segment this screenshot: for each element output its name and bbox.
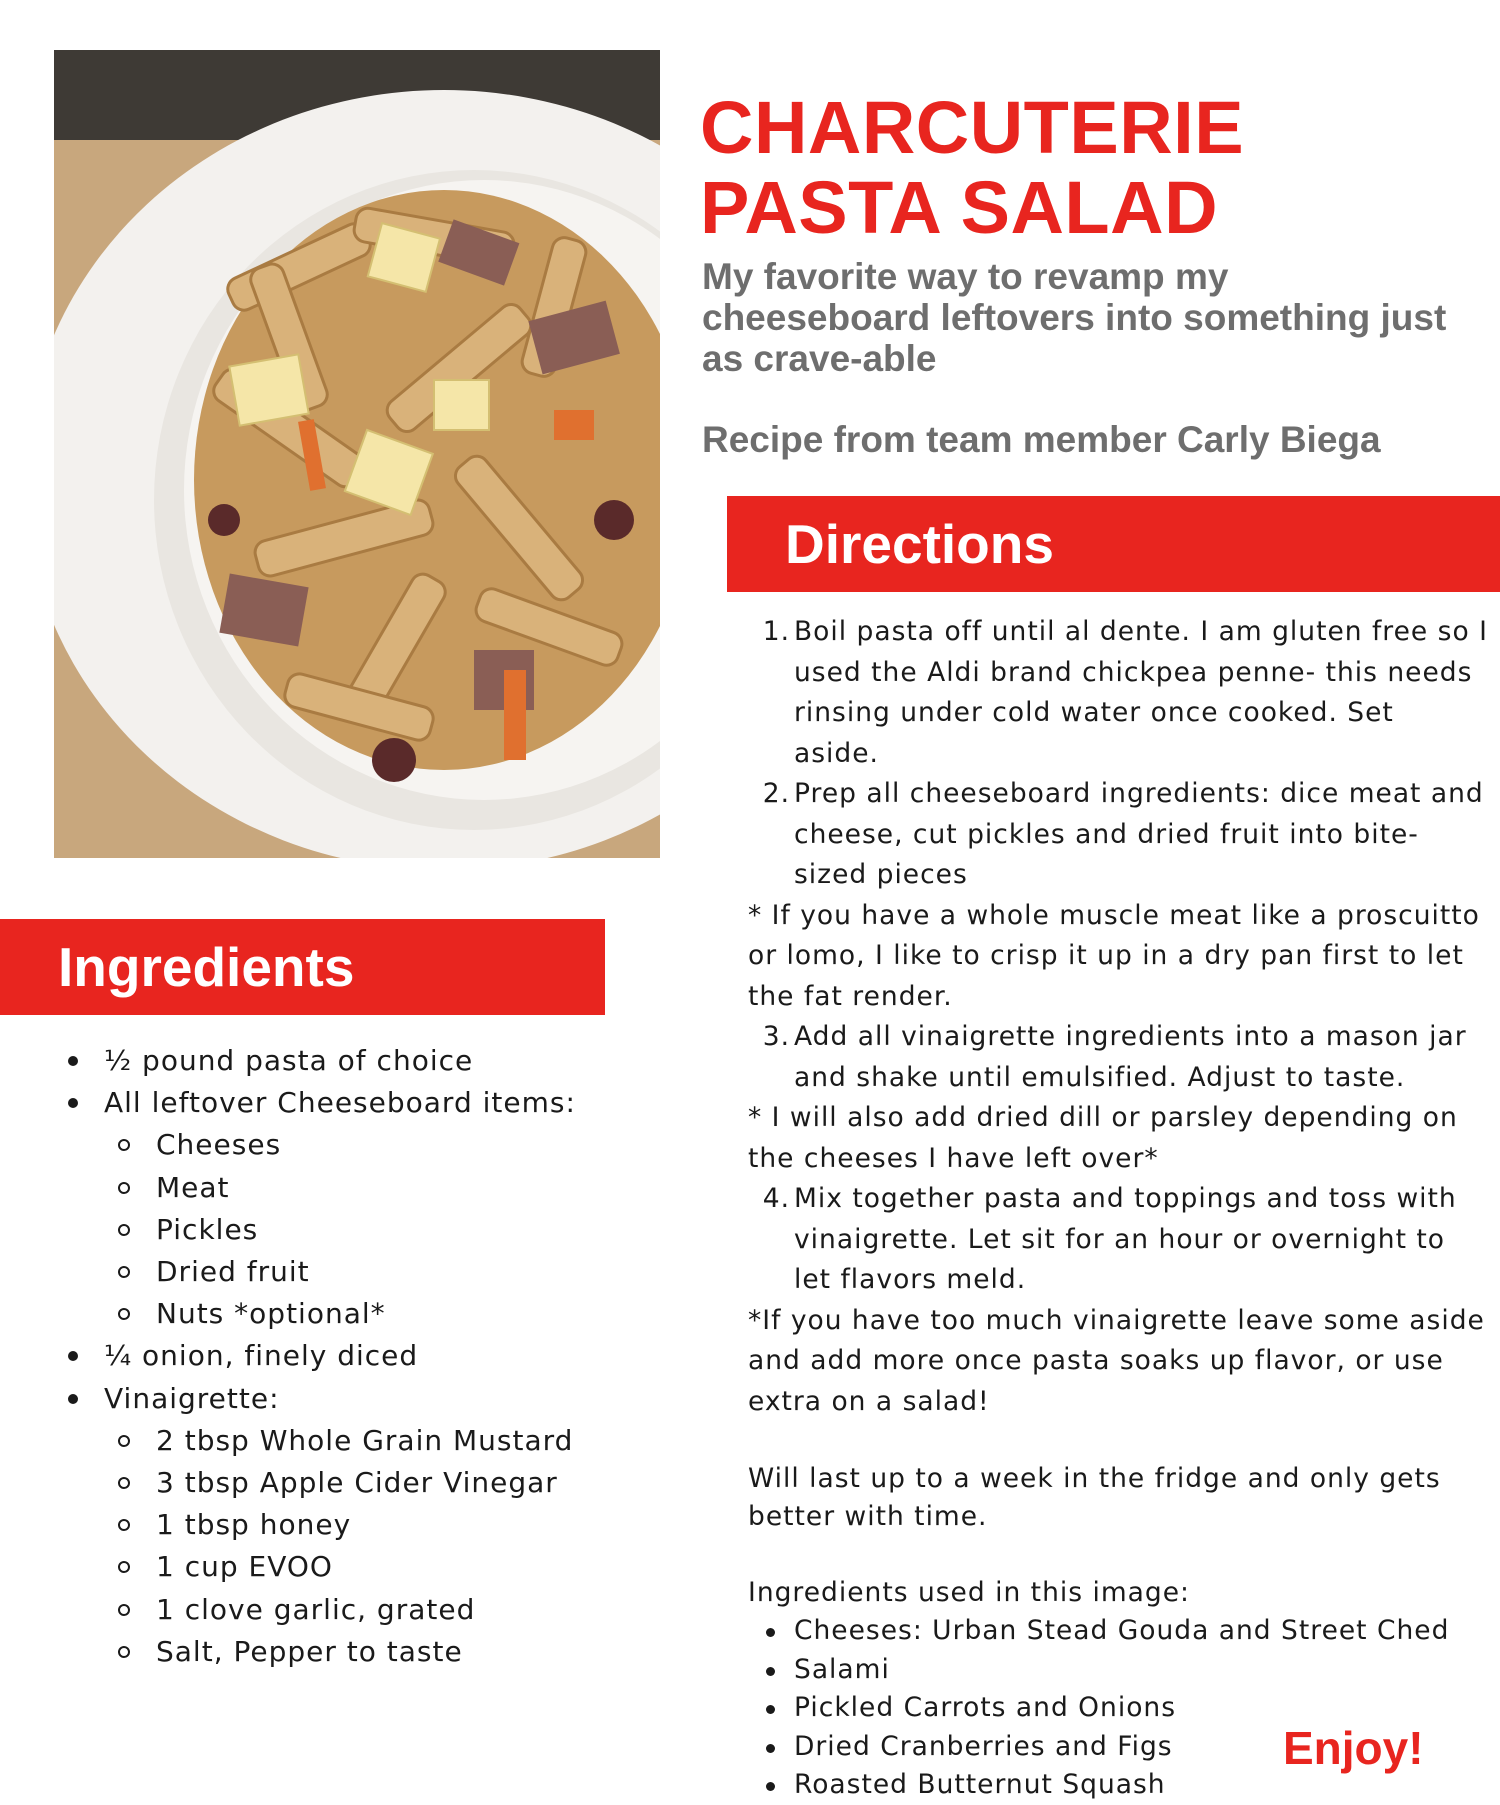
recipe-credit: Recipe from team member Carly Biega xyxy=(702,419,1381,460)
direction-note-2: * I will also add dried dill or parsley depending on the cheeses I have left over* xyxy=(748,1102,1458,1174)
recipe-subtitle: My favorite way to revamp my cheeseboard leftovers into something just as crave-able xyxy=(702,256,1447,379)
ingredient-item: ½ pound pasta of choice xyxy=(64,1040,664,1082)
ingredient-item: ¼ onion, finely diced xyxy=(64,1335,664,1377)
direction-step-4 xyxy=(748,1179,1488,1301)
direction-step-2 xyxy=(748,774,1488,896)
used-ingredient-item: Salami xyxy=(748,1651,1488,1690)
step-text: Add all vinaigrette ingredients into a mason jar and shake until emulsified. Adjust to taste. xyxy=(794,1021,1467,1093)
recipe-title xyxy=(700,88,1244,248)
used-ingredient-item: Cheeses: Urban Stead Gouda and Street Ched xyxy=(748,1612,1488,1651)
step-text: Mix together pasta and toppings and toss with vinaigrette. Let sit for an hour or overnight to let flavors meld. xyxy=(794,1183,1457,1295)
directions-section xyxy=(748,612,1488,1805)
used-ingredients-heading: Ingredients used in this image: xyxy=(748,1577,1190,1608)
enjoy-signoff: Enjoy! xyxy=(1283,1722,1424,1774)
ingredients-section xyxy=(64,1040,664,1673)
used-ingredient-item: Dried Cranberries and Figs xyxy=(748,1728,1488,1767)
direction-step-1 xyxy=(748,612,1488,774)
ingredient-subitem: Dried fruit xyxy=(64,1251,664,1293)
step-number: 3. xyxy=(762,1021,790,1052)
pasta-bowl-illustration xyxy=(54,50,660,858)
pasta-salad-photo xyxy=(54,50,660,858)
storage-note: Will last up to a week in the fridge and only gets better with time. xyxy=(748,1463,1441,1532)
ingredient-subitem: 1 cup EVOO xyxy=(64,1546,664,1588)
ingredient-subitem: 1 tbsp honey xyxy=(64,1504,664,1546)
ingredient-subitem: Salt, Pepper to taste xyxy=(64,1631,664,1673)
title-line-1: CHARCUTERIE xyxy=(700,86,1245,169)
ingredients-heading: Ingredients xyxy=(0,919,605,1015)
ingredient-item: Vinaigrette: xyxy=(64,1378,664,1420)
ingredient-subitem: Meat xyxy=(64,1167,664,1209)
ingredient-subitem: Cheeses xyxy=(64,1124,664,1166)
ingredients-list xyxy=(64,1040,664,1673)
directions-heading: Directions xyxy=(727,496,1500,592)
ingredient-subitem: Pickles xyxy=(64,1209,664,1251)
ingredient-subitem: 3 tbsp Apple Cider Vinegar xyxy=(64,1462,664,1504)
ingredient-item: All leftover Cheeseboard items: xyxy=(64,1082,664,1124)
ingredient-subitem: 1 clove garlic, grated xyxy=(64,1589,664,1631)
step-number: 4. xyxy=(762,1183,790,1214)
step-number: 1. xyxy=(762,616,790,647)
used-ingredients-list xyxy=(748,1612,1488,1805)
step-number: 2. xyxy=(762,778,790,809)
direction-note-3: *If you have too much vinaigrette leave some aside and add more once pasta soaks up flavor, or use extra on a salad! xyxy=(748,1304,1485,1417)
ingredient-subitem: Nuts *optional* xyxy=(64,1293,664,1335)
direction-note-1: * If you have a whole muscle meat like a proscuitto or lomo, I like to crisp it up in a dry pan first to let the fat render. xyxy=(748,899,1480,1012)
ingredient-subitem: 2 tbsp Whole Grain Mustard xyxy=(64,1420,664,1462)
direction-step-3 xyxy=(748,1017,1488,1098)
step-text: Prep all cheeseboard ingredients: dice meat and cheese, cut pickles and dried fruit into bite-sized pieces xyxy=(794,778,1484,890)
step-text: Boil pasta off until al dente. I am gluten free so I used the Aldi brand chickpea penne- this needs rinsing under cold water once cooked. Set aside. xyxy=(794,616,1488,769)
title-line-2: PASTA SALAD xyxy=(700,166,1219,249)
used-ingredient-item: Pickled Carrots and Onions xyxy=(748,1689,1488,1728)
used-ingredient-item: Roasted Butternut Squash xyxy=(748,1766,1488,1805)
